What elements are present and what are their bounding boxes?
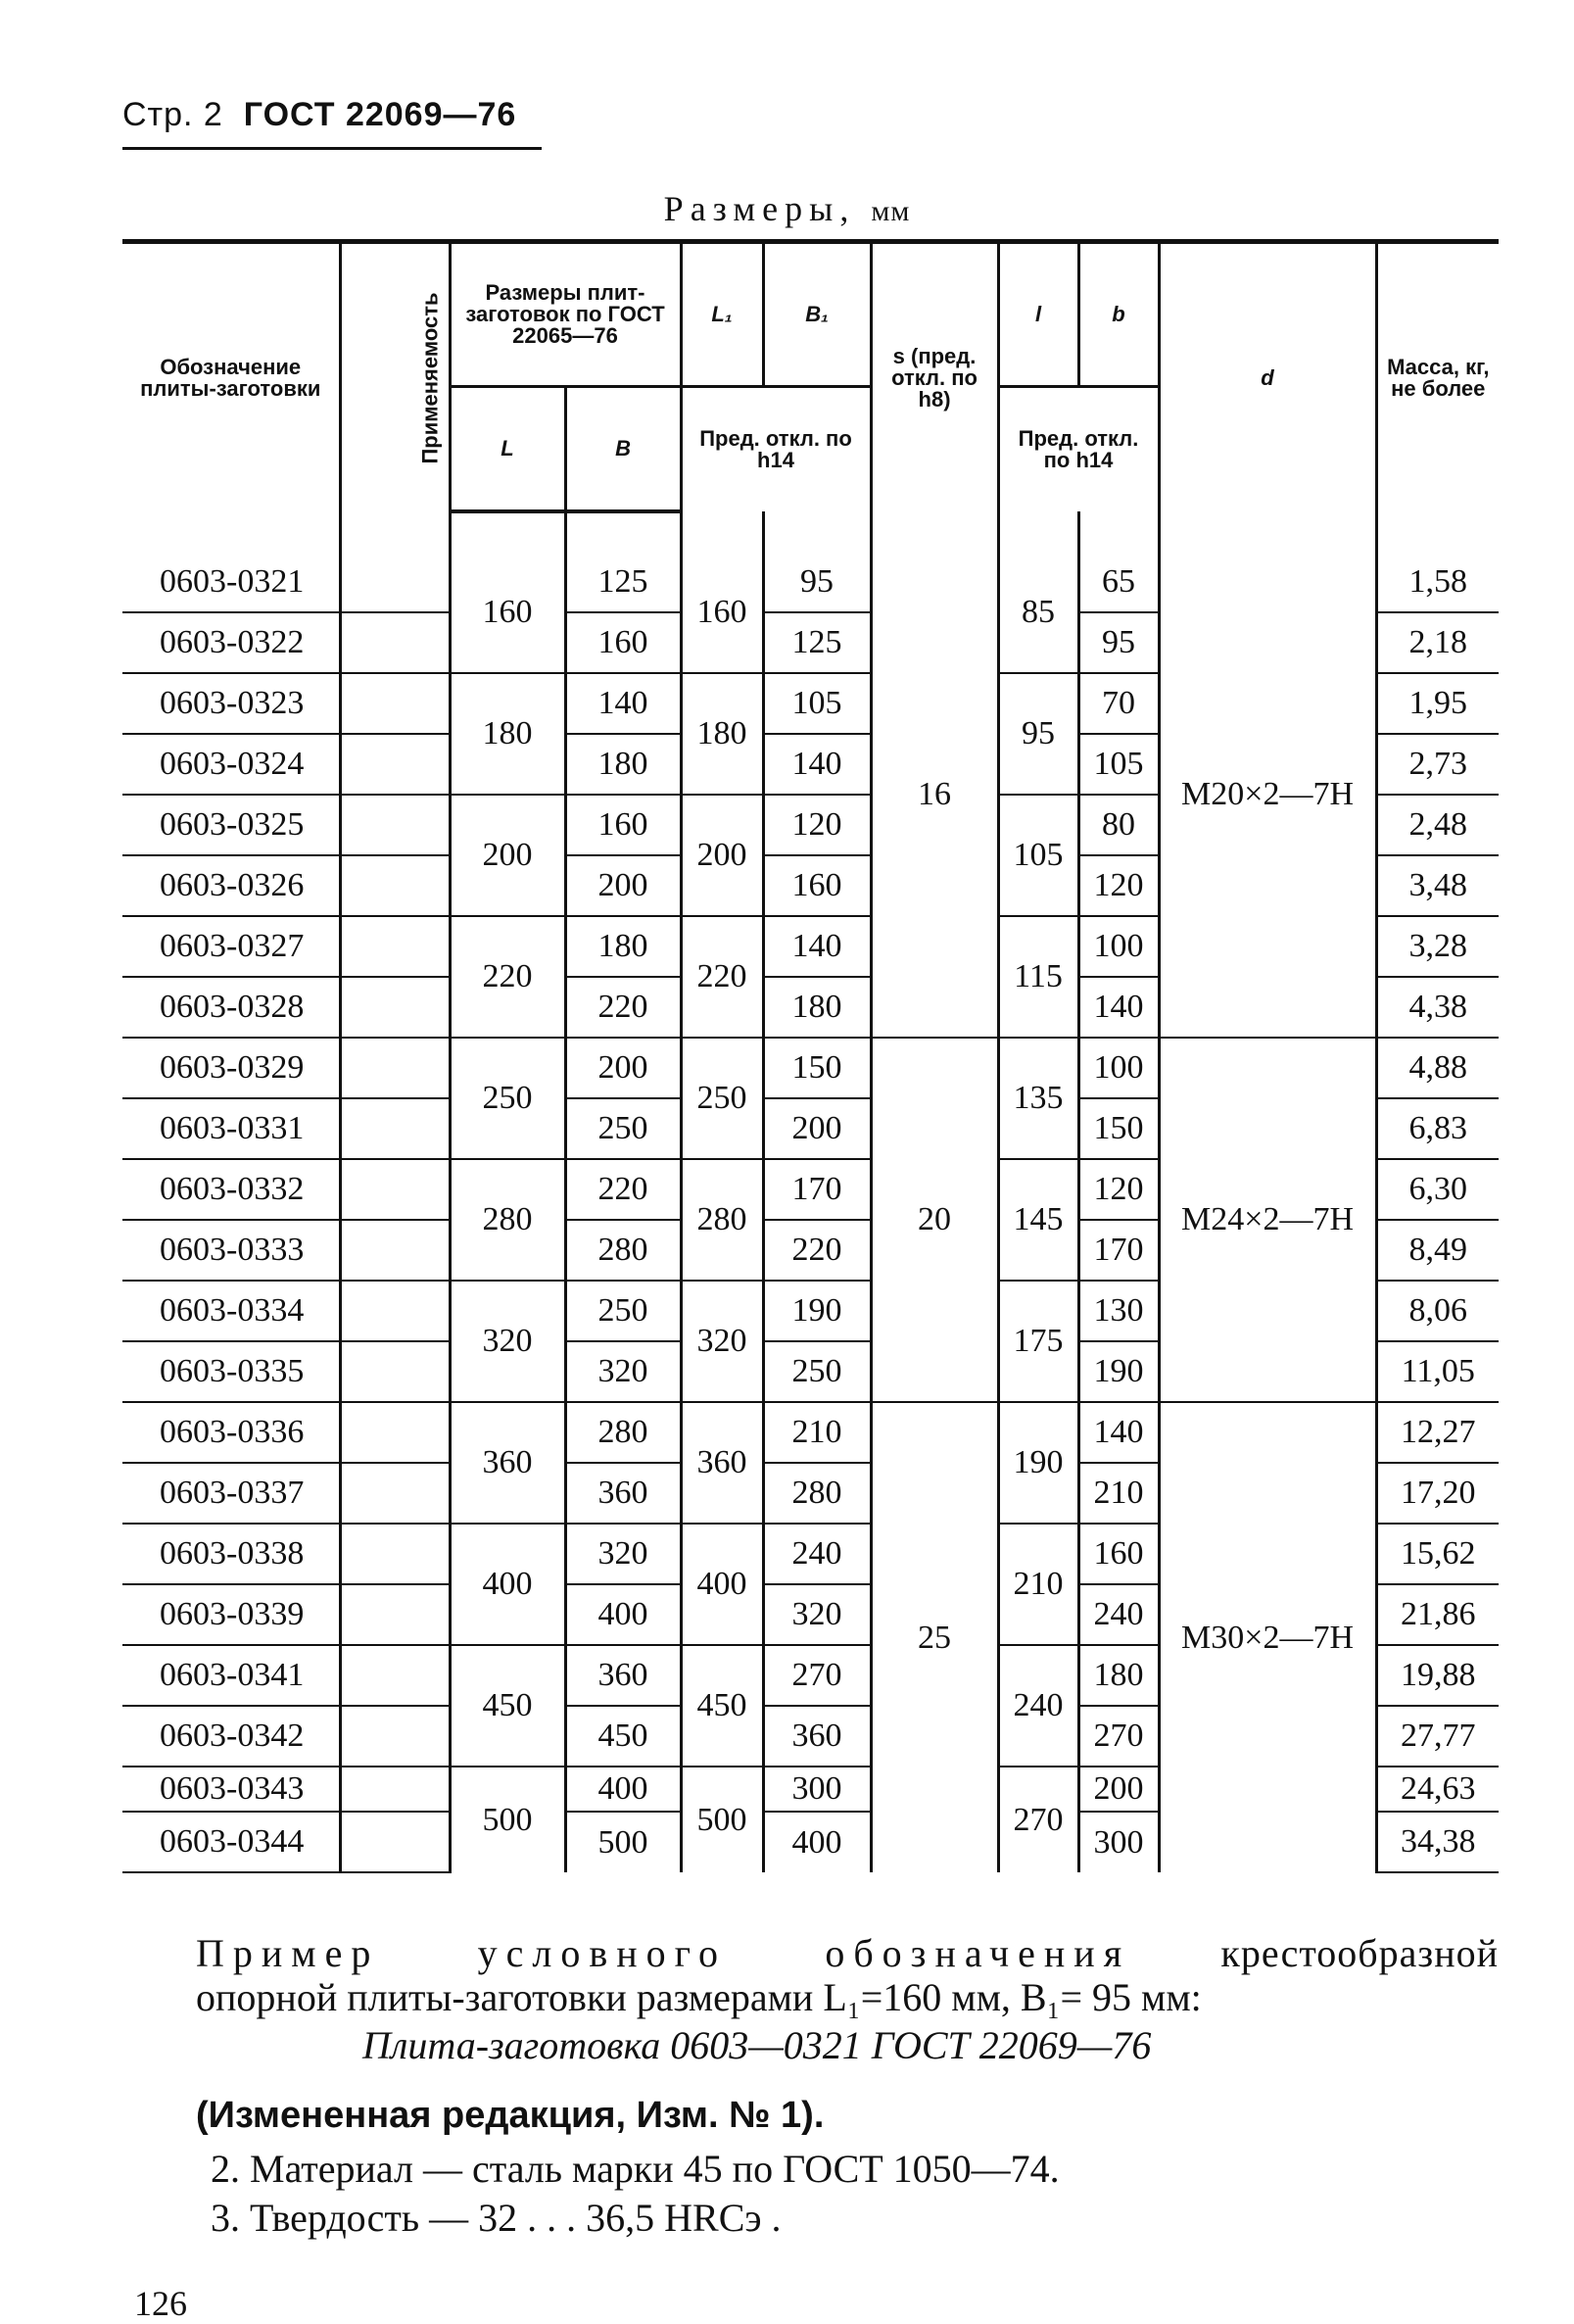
- table-body: [122, 511, 1499, 1872]
- designation-example: [196, 1930, 1499, 2068]
- cell-applicability: [340, 916, 450, 977]
- dimensions-table: [122, 239, 1499, 1873]
- cell-mass: 15,62: [1376, 1524, 1499, 1584]
- cell-B: 400: [565, 1584, 681, 1645]
- cell-l: 240: [998, 1645, 1078, 1767]
- col-tol-h14-a: Пред. откл. по h14: [681, 387, 871, 512]
- cell-applicability: [340, 553, 450, 612]
- spacer-cell: [763, 511, 871, 553]
- example-line3: Плита-заготовка 0603—0321 ГОСТ 22069—76: [362, 2023, 1152, 2067]
- cell-L: 400: [450, 1524, 565, 1645]
- cell-d: M20×2—7H: [1159, 553, 1376, 1038]
- cell-B: 180: [565, 916, 681, 977]
- cell-B: 400: [565, 1767, 681, 1812]
- example-line1-a: Пример условного обозначения: [196, 1931, 1131, 1975]
- col-mass: Масса, кг, не более: [1376, 242, 1499, 512]
- cell-b: 100: [1078, 1038, 1159, 1098]
- cell-B1: 105: [763, 673, 871, 734]
- cell-applicability: [340, 1463, 450, 1524]
- cell-code: 0603-0341: [122, 1645, 340, 1706]
- cell-code: 0603-0333: [122, 1220, 340, 1281]
- cell-L1: 360: [681, 1402, 763, 1524]
- cell-mass: 8,06: [1376, 1281, 1499, 1341]
- cell-L: 280: [450, 1159, 565, 1281]
- spacer-cell: [450, 511, 565, 553]
- cell-l: 85: [998, 553, 1078, 673]
- cell-mass: 21,86: [1376, 1584, 1499, 1645]
- col-l: l: [998, 242, 1078, 387]
- cell-B: 450: [565, 1706, 681, 1767]
- cell-B1: 300: [763, 1767, 871, 1812]
- cell-s: 20: [871, 1038, 998, 1402]
- cell-applicability: [340, 1706, 450, 1767]
- spacer-cell: [122, 511, 340, 553]
- cell-b: 160: [1078, 1524, 1159, 1584]
- cell-mass: 24,63: [1376, 1767, 1499, 1812]
- cell-b: 300: [1078, 1812, 1159, 1872]
- cell-d: M30×2—7H: [1159, 1402, 1376, 1872]
- cell-code: 0603-0343: [122, 1767, 340, 1812]
- spacer-cell: [998, 511, 1078, 553]
- cell-B1: 150: [763, 1038, 871, 1098]
- cell-l: 115: [998, 916, 1078, 1038]
- cell-b: 65: [1078, 553, 1159, 612]
- col-d: d: [1159, 242, 1376, 512]
- table-caption: [0, 188, 1574, 229]
- cell-B1: 125: [763, 612, 871, 673]
- cell-code: 0603-0342: [122, 1706, 340, 1767]
- cell-applicability: [340, 673, 450, 734]
- spacer-cell: [1078, 511, 1159, 553]
- cell-mass: 27,77: [1376, 1706, 1499, 1767]
- dimensions-table-wrap: [122, 239, 1499, 1873]
- cell-code: 0603-0324: [122, 734, 340, 795]
- cell-L1: 320: [681, 1281, 763, 1402]
- cell-L1: 280: [681, 1159, 763, 1281]
- cell-mass: 11,05: [1376, 1341, 1499, 1402]
- cell-applicability: [340, 1767, 450, 1812]
- cell-l: 270: [998, 1767, 1078, 1872]
- cell-B1: 170: [763, 1159, 871, 1220]
- cell-L: 250: [450, 1038, 565, 1159]
- cell-code: 0603-0334: [122, 1281, 340, 1341]
- cell-mass: 2,73: [1376, 734, 1499, 795]
- cell-L1: 220: [681, 916, 763, 1038]
- cell-B1: 210: [763, 1402, 871, 1463]
- cell-mass: 1,95: [1376, 673, 1499, 734]
- cell-mass: 2,18: [1376, 612, 1499, 673]
- col-L1: L₁: [681, 242, 763, 387]
- cell-code: 0603-0325: [122, 795, 340, 855]
- cell-L: 500: [450, 1767, 565, 1872]
- example-line2: опорной плиты-заготовки размерами L₁=160 мм, B₁= 95 мм:: [196, 1975, 1202, 2019]
- cell-L1: 180: [681, 673, 763, 795]
- cell-L: 320: [450, 1281, 565, 1402]
- cell-B1: 190: [763, 1281, 871, 1341]
- cell-applicability: [340, 1812, 450, 1872]
- cell-b: 170: [1078, 1220, 1159, 1281]
- cell-b: 190: [1078, 1341, 1159, 1402]
- standard-number: ГОСТ 22069—76: [243, 96, 517, 133]
- cell-B1: 280: [763, 1463, 871, 1524]
- cell-b: 270: [1078, 1706, 1159, 1767]
- spacer-cell: [871, 511, 998, 553]
- cell-B1: 140: [763, 916, 871, 977]
- cell-s: 25: [871, 1402, 998, 1872]
- cell-b: 200: [1078, 1767, 1159, 1812]
- cell-mass: 3,28: [1376, 916, 1499, 977]
- cell-b: 100: [1078, 916, 1159, 977]
- cell-B1: 320: [763, 1584, 871, 1645]
- cell-code: 0603-0336: [122, 1402, 340, 1463]
- amendment-note: (Измененная редакция, Изм. № 1).: [196, 2095, 825, 2136]
- cell-b: 130: [1078, 1281, 1159, 1341]
- cell-mass: 2,48: [1376, 795, 1499, 855]
- cell-code: 0603-0339: [122, 1584, 340, 1645]
- cell-B1: 240: [763, 1524, 871, 1584]
- col-applicability-label: Применяемость: [417, 291, 443, 464]
- cell-d: M24×2—7H: [1159, 1038, 1376, 1402]
- cell-l: 145: [998, 1159, 1078, 1281]
- cell-code: 0603-0322: [122, 612, 340, 673]
- cell-L1: 400: [681, 1524, 763, 1645]
- table-row: [122, 1038, 1499, 1098]
- caption-unit: мм: [871, 195, 911, 227]
- cell-B: 320: [565, 1341, 681, 1402]
- cell-mass: 17,20: [1376, 1463, 1499, 1524]
- spacer-cell: [1159, 511, 1376, 553]
- cell-B: 125: [565, 553, 681, 612]
- cell-B1: 250: [763, 1341, 871, 1402]
- cell-b: 210: [1078, 1463, 1159, 1524]
- page-number: 126: [134, 2284, 187, 2323]
- cell-applicability: [340, 855, 450, 916]
- cell-B: 250: [565, 1281, 681, 1341]
- col-B: B: [565, 388, 681, 511]
- cell-B1: 220: [763, 1220, 871, 1281]
- cell-l: 105: [998, 795, 1078, 916]
- cell-applicability: [340, 795, 450, 855]
- cell-B: 500: [565, 1812, 681, 1872]
- cell-applicability: [340, 1402, 450, 1463]
- caption-text: Размеры,: [663, 189, 856, 228]
- cell-mass: 3,48: [1376, 855, 1499, 916]
- cell-l: 210: [998, 1524, 1078, 1645]
- cell-b: 80: [1078, 795, 1159, 855]
- cell-L: 200: [450, 795, 565, 916]
- col-tol-h14-b: Пред. откл. по h14: [998, 387, 1159, 512]
- cell-B: 220: [565, 1159, 681, 1220]
- cell-B: 250: [565, 1098, 681, 1159]
- cell-mass: 1,58: [1376, 553, 1499, 612]
- spacer-cell: [565, 511, 681, 553]
- cell-L1: 200: [681, 795, 763, 916]
- table-spacer: [122, 511, 1499, 553]
- cell-B: 220: [565, 977, 681, 1038]
- cell-B: 280: [565, 1402, 681, 1463]
- cell-applicability: [340, 1038, 450, 1098]
- cell-L: 180: [450, 673, 565, 795]
- cell-code: 0603-0338: [122, 1524, 340, 1584]
- cell-B1: 160: [763, 855, 871, 916]
- cell-applicability: [340, 612, 450, 673]
- cell-b: 105: [1078, 734, 1159, 795]
- cell-B: 200: [565, 1038, 681, 1098]
- cell-L1: 450: [681, 1645, 763, 1767]
- cell-b: 240: [1078, 1584, 1159, 1645]
- cell-applicability: [340, 1281, 450, 1341]
- cell-L1: 160: [681, 553, 763, 673]
- cell-applicability: [340, 1645, 450, 1706]
- cell-B: 360: [565, 1463, 681, 1524]
- cell-mass: 34,38: [1376, 1812, 1499, 1872]
- cell-l: 175: [998, 1281, 1078, 1402]
- cell-b: 180: [1078, 1645, 1159, 1706]
- cell-code: 0603-0321: [122, 553, 340, 612]
- cell-l: 135: [998, 1038, 1078, 1159]
- cell-B: 200: [565, 855, 681, 916]
- cell-b: 120: [1078, 1159, 1159, 1220]
- col-blank-sizes: Размеры плит-заготовок по ГОСТ 22065—76: [450, 242, 681, 387]
- cell-applicability: [340, 977, 450, 1038]
- cell-B: 360: [565, 1645, 681, 1706]
- table-row: [122, 553, 1499, 612]
- col-applicability: [340, 242, 450, 512]
- cell-code: 0603-0328: [122, 977, 340, 1038]
- table-row: [122, 1402, 1499, 1463]
- cell-code: 0603-0331: [122, 1098, 340, 1159]
- cell-L: 220: [450, 916, 565, 1038]
- spacer-cell: [1376, 511, 1499, 553]
- cell-code: 0603-0326: [122, 855, 340, 916]
- cell-B: 140: [565, 673, 681, 734]
- cell-B: 160: [565, 795, 681, 855]
- item-material: 2. Материал — сталь марки 45 по ГОСТ 1050—74.: [211, 2147, 1060, 2191]
- cell-applicability: [340, 1341, 450, 1402]
- cell-b: 95: [1078, 612, 1159, 673]
- cell-B1: 270: [763, 1645, 871, 1706]
- cell-mass: 8,49: [1376, 1220, 1499, 1281]
- cell-applicability: [340, 1159, 450, 1220]
- cell-mass: 4,88: [1376, 1038, 1499, 1098]
- col-s: s (пред. откл. по h8): [871, 242, 998, 512]
- cell-B1: 180: [763, 977, 871, 1038]
- cell-b: 150: [1078, 1098, 1159, 1159]
- cell-code: 0603-0329: [122, 1038, 340, 1098]
- cell-L1: 250: [681, 1038, 763, 1159]
- page-label: Стр. 2: [122, 96, 223, 133]
- cell-B: 280: [565, 1220, 681, 1281]
- col-B1: B₁: [763, 242, 871, 387]
- col-designation: Обозначение плиты-заготовки: [122, 242, 340, 512]
- cell-L: 160: [450, 553, 565, 673]
- cell-B1: 95: [763, 553, 871, 612]
- cell-B1: 400: [763, 1812, 871, 1872]
- cell-L: 450: [450, 1645, 565, 1767]
- cell-applicability: [340, 1584, 450, 1645]
- cell-L1: 500: [681, 1767, 763, 1872]
- cell-B1: 200: [763, 1098, 871, 1159]
- cell-B: 320: [565, 1524, 681, 1584]
- cell-l: 190: [998, 1402, 1078, 1524]
- col-b: b: [1078, 242, 1159, 387]
- cell-code: 0603-0344: [122, 1812, 340, 1872]
- cell-code: 0603-0323: [122, 673, 340, 734]
- cell-b: 140: [1078, 1402, 1159, 1463]
- cell-applicability: [340, 1220, 450, 1281]
- cell-B1: 360: [763, 1706, 871, 1767]
- cell-b: 120: [1078, 855, 1159, 916]
- page-header: [122, 96, 516, 134]
- cell-mass: 6,30: [1376, 1159, 1499, 1220]
- cell-mass: 12,27: [1376, 1402, 1499, 1463]
- spacer-cell: [681, 511, 763, 553]
- cell-B1: 140: [763, 734, 871, 795]
- cell-mass: 19,88: [1376, 1645, 1499, 1706]
- cell-applicability: [340, 1098, 450, 1159]
- cell-b: 70: [1078, 673, 1159, 734]
- header-rule: [122, 147, 542, 150]
- cell-applicability: [340, 734, 450, 795]
- cell-B1: 120: [763, 795, 871, 855]
- cell-mass: 4,38: [1376, 977, 1499, 1038]
- cell-code: 0603-0335: [122, 1341, 340, 1402]
- cell-b: 140: [1078, 977, 1159, 1038]
- cell-mass: 6,83: [1376, 1098, 1499, 1159]
- cell-s: 16: [871, 553, 998, 1038]
- cell-B: 160: [565, 612, 681, 673]
- cell-code: 0603-0332: [122, 1159, 340, 1220]
- cell-applicability: [340, 1524, 450, 1584]
- cell-l: 95: [998, 673, 1078, 795]
- cell-L: 360: [450, 1402, 565, 1524]
- item-hardness: 3. Твердость — 32 . . . 36,5 HRCэ .: [211, 2196, 782, 2240]
- cell-code: 0603-0327: [122, 916, 340, 977]
- cell-code: 0603-0337: [122, 1463, 340, 1524]
- col-L: L: [450, 388, 565, 511]
- example-line1-b: крестообразной: [1220, 1931, 1500, 1975]
- cell-B: 180: [565, 734, 681, 795]
- spacer-cell: [340, 511, 450, 553]
